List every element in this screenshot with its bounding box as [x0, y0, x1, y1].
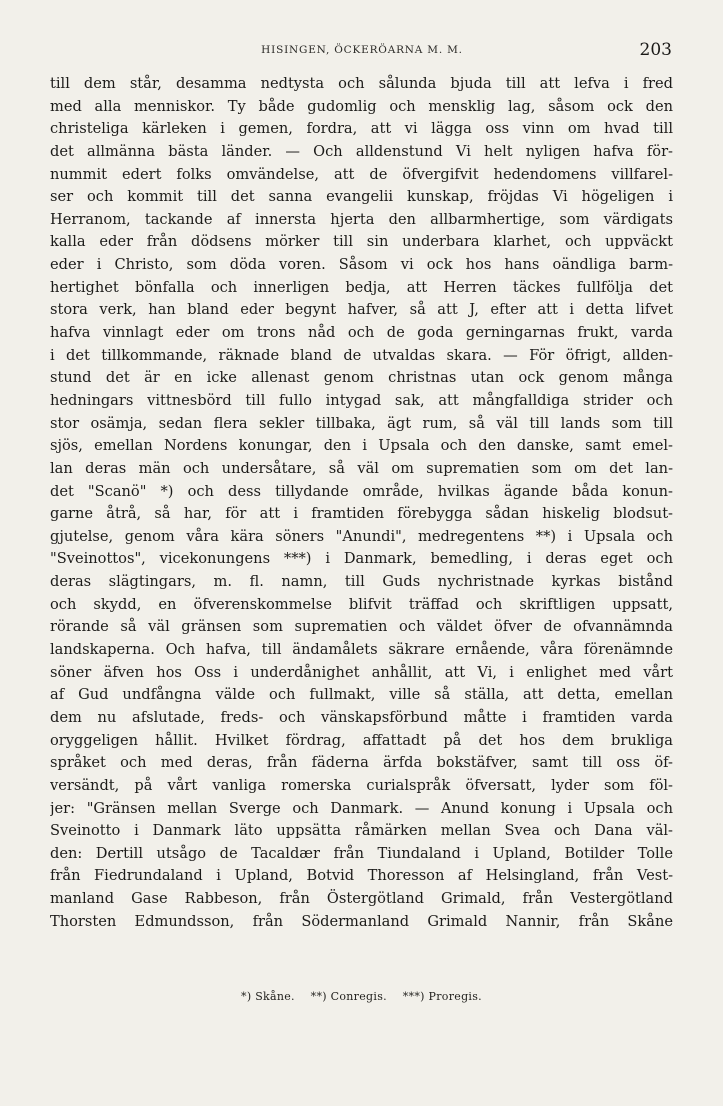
footnote-proregis: ***) Proregis.: [402, 990, 482, 1003]
text-line: christeliga kärleken i gemen, fordra, att vi lägga oss vinn om hvad till: [50, 120, 673, 138]
text-line: den: Dertill utsågo de Tacaldær från Tiundaland i Upland, Botilder Tolle: [50, 844, 673, 862]
text-line: rörande så väl gränsen som suprematien och väldet öfver de ofvannämnda: [50, 618, 673, 636]
text-line: garne åtrå, så har, för att i framtiden förebygga sådan hiskelig blodsut-: [50, 505, 673, 523]
text-line: jer: "Gränsen mellan Sverge och Danmark. — Anund konung i Upsala och: [50, 799, 673, 817]
text-line: söner äfven hos Oss i underdånighet anhållit, att Vi, i enlighet med vårt: [50, 663, 673, 681]
text-line: deras slägtingars, m. fl. namn, till Guds nychristnade kyrkas bistånd: [50, 573, 673, 591]
body-text: [50, 73, 673, 933]
text-line: Thorsten Edmundsson, från Södermanland Grimald Nannir, från Skåne: [50, 912, 673, 930]
text-line: gjutelse, genom våra kära söners "Anundi", medregentens **) i Upsala och: [50, 527, 673, 545]
text-line: af Gud undfångna välde och fullmakt, ville så ställa, att detta, emellan: [50, 686, 673, 704]
text-line: kalla eder från dödsens mörker till sin underbara klarhet, och uppväckt: [50, 233, 673, 251]
text-line: Sveinotto i Danmark läto uppsätta råmärken mellan Svea och Dana väl-: [50, 822, 673, 840]
text-line: stora verk, han bland eder begynt hafver, så att J, efter att i detta lifvet: [50, 301, 673, 319]
text-line: hedningars vittnesbörd till fullo intygad sak, att mångfalldiga strider och: [50, 391, 673, 409]
text-line: det "Scanö" *) och dess tillydande område, hvilkas ägande båda konun-: [50, 482, 673, 500]
running-head: HISINGEN, ÖCKERÖARNA M. M.: [261, 44, 463, 56]
text-line: lan deras män och undersåtare, så väl om suprematien som om det lan-: [50, 459, 673, 477]
text-line: från Fiedrundaland i Upland, Botvid Thoresson af Helsingland, från Vest-: [50, 867, 673, 885]
text-line: oryggeligen hållit. Hvilket fördrag, affattadt på det hos dem brukliga: [50, 731, 673, 749]
text-line: manland Gase Rabbeson, från Östergötland Grimald, från Vestergötland: [50, 890, 673, 908]
text-line: landskaperna. Och hafva, till ändamålets säkrare ernående, våra förenämnde: [50, 641, 673, 659]
footnotes: [0, 990, 723, 1003]
text-line: eder i Christo, som döda voren. Såsom vi ock hos hans oändliga barm-: [50, 256, 673, 274]
text-line: i det tillkommande, räknade bland de utvaldas skara. — För öfrigt, allden-: [50, 346, 673, 364]
text-line: sjös, emellan Nordens konungar, den i Upsala och den danske, samt emel-: [50, 437, 673, 455]
text-line: stor osämja, sedan flera sekler tillbaka, ägt rum, så väl till lands som till: [50, 414, 673, 432]
text-line: till dem står, desamma nedtysta och sålunda bjuda till att lefva i fred: [50, 75, 673, 92]
text-line: ser och kommit till det sanna evangelii kunskap, fröjdas Vi högeligen i: [50, 188, 673, 206]
footnote-conregis: **) Conregis.: [310, 990, 387, 1003]
text-line: det allmänna bästa länder. — Och alldenstund Vi helt nyligen hafva för-: [50, 142, 673, 160]
text-line: med alla menniskor. Ty både gudomlig och mensklig lag, såsom ock den: [50, 97, 673, 115]
text-line: och skydd, en öfverenskommelse blifvit träffad och skriftligen uppsatt,: [50, 595, 673, 613]
text-line: hertighet bönfalla och innerligen bedja, att Herren täckes fullfölja det: [50, 278, 673, 296]
page-header: [52, 40, 672, 66]
text-line: språket och med deras, från fäderna ärfda bokstäfver, samt till oss öf-: [50, 754, 673, 772]
text-line: versändt, på vårt vanliga romerska curialspråk öfversatt, lyder som föl-: [50, 776, 673, 794]
text-line: Herranom, tackande af innersta hjerta den allbarmhertige, som värdigats: [50, 210, 673, 228]
text-line: nummit edert folks omvändelse, att de öfvergifvit hedendomens villfarel-: [50, 165, 673, 183]
text-line: dem nu afslutade, freds- och vänskapsförbund måtte i framtiden varda: [50, 708, 673, 726]
page-number: 203: [639, 40, 672, 60]
footnote-skane: *) Skåne.: [241, 990, 295, 1003]
text-line: "Sveinottos", vicekonungens ***) i Danmark, bemedling, i deras eget och: [50, 550, 673, 568]
text-line: stund det är en icke allenast genom christnas utan ock genom många: [50, 369, 673, 387]
text-line: hafva vinnlagt eder om trons nåd och de goda gerningarnas frukt, varda: [50, 324, 673, 342]
